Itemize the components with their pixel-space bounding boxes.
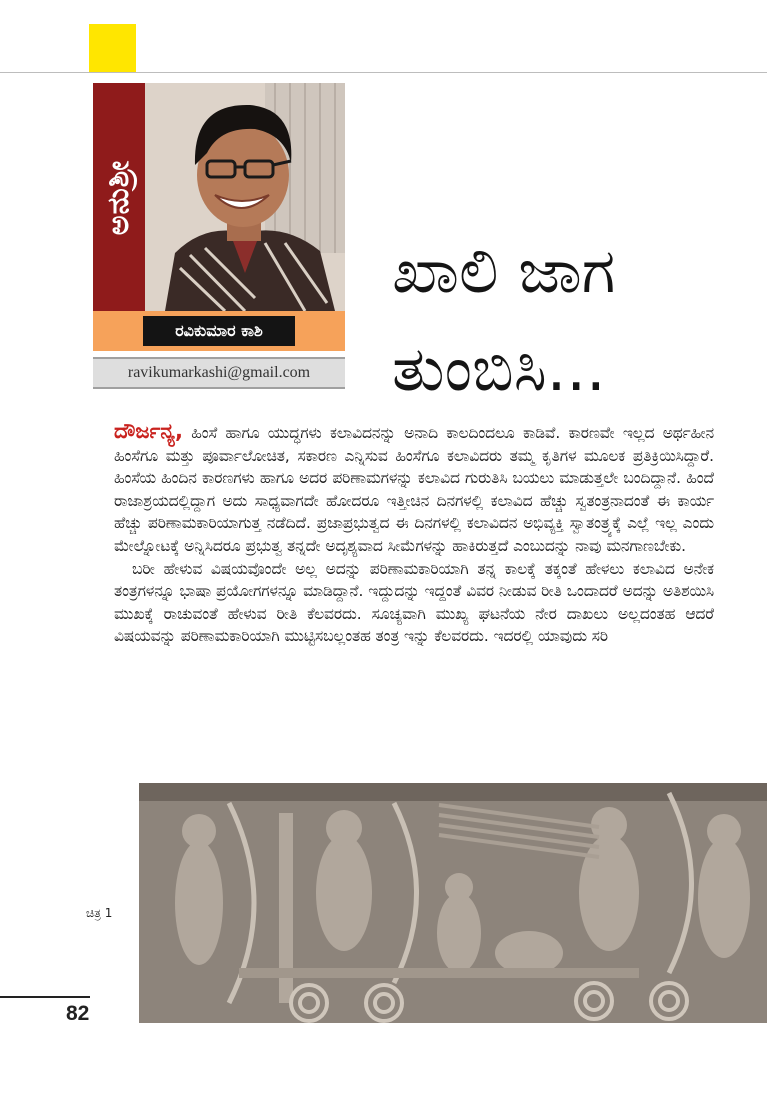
author-email: ravikumarkashi@gmail.com bbox=[93, 357, 345, 389]
paragraph-1-text: ಹಿಂಸೆ ಹಾಗೂ ಯುದ್ಧಗಳು ಕಲಾವಿದನನ್ನು ಅನಾದಿ ಕಾಲದಿಂದಲೂ ಕಾಡಿವೆ. ಕಾರಣವೇ ಇಲ್ಲದ ಅರ್ಥಹೀನ ಹಿಂಸೆಗೂ ಮತ್ತು ಪೂರ್ವಾಲೋಚಿತ, ಸಕಾರಣ ಎನ್ನಿಸುವ ಹಿಂಸೆಗೂ ಕಲಾವಿದರು ತಮ್ಮ ಕೃತಿಗಳ ಮೂಲಕ ಪ್ರತಿಕ್ರಿಯಿಸಿದ್ದಾರೆ. ಹಿಂಸೆಯ ಹಿಂದಿನ ಕಾರಣಗಳು ಹಾಗೂ ಅದರ ಪರಿಣಾಮಗಳನ್ನು ಕಲಾವಿದ ಗುರುತಿಸಿ ಬಯಲು ಮಾಡುತ್ತಲೇ ಬಂದಿದ್ದಾನೆ. ಹಿಂದೆ ರಾಜಾಶ್ರಯದಲ್ಲಿದ್ದಾಗ ಅದು ಸಾಧ್ಯವಾಗದೇ ಹೋದರೂ ಇತ್ತೀಚಿನ ದಿನಗಳಲ್ಲಿ ಕಲಾವಿದ ಹೆಚ್ಚು ಸ್ವತಂತ್ರನಾದಂತೆ ಈ ಕಾರ್ಯ ಹೆಚ್ಚು ಪರಿಣಾಮಕಾರಿಯಾಗುತ್ತ ನಡೆದಿದೆ. ಪ್ರಜಾಪ್ರಭುತ್ವದ ಈ ದಿನಗಳಲ್ಲಿ ಕಲಾವಿದನ ಅಭಿವ್ಯಕ್ತಿ ಸ್ವಾತಂತ್ರ್ಯಕ್ಕೆ ಎಲ್ಲೆ ಇಲ್ಲ ಎಂದು ಮೇಲ್ನೋಟಕ್ಕೆ ಅನ್ನಿಸಿದರೂ ಪ್ರಭುತ್ವ ತನ್ನದೇ ಅದೃಶ್ಯವಾದ ಸೀಮೆಗಳನ್ನು ಹಾಕಿರುತ್ತದೆ ಎಂಬುದನ್ನು ನಾವು ಮನಗಾಣಬೇಕು. bbox=[114, 424, 714, 555]
article-title bbox=[392, 222, 752, 418]
section-marker bbox=[89, 24, 136, 72]
temple-frieze-relief-icon bbox=[139, 783, 767, 1023]
title-line-1: ಖಾಲಿ ಜಾಗ bbox=[392, 234, 616, 307]
figure-image bbox=[139, 783, 767, 1023]
author-portrait-icon bbox=[145, 83, 345, 311]
author-block bbox=[93, 83, 345, 391]
title-line-2: ತುಂಬಿಸಿ... bbox=[392, 332, 606, 405]
figure-caption: ಚಿತ್ರ 1 bbox=[86, 906, 113, 920]
page-number: 82 bbox=[66, 1002, 90, 1025]
author-name: ರವಿಕುಮಾರ ಕಾಶಿ bbox=[143, 316, 295, 346]
article-body bbox=[114, 420, 714, 648]
footer-rule bbox=[0, 996, 90, 998]
column-band bbox=[93, 83, 145, 311]
author-photo bbox=[145, 83, 345, 311]
paragraph-1 bbox=[114, 420, 714, 558]
paragraph-2: ಬರೀ ಹೇಳುವ ವಿಷಯವೊಂದೇ ಅಲ್ಲ ಅದನ್ನು ಪರಿಣಾಮಕಾರಿಯಾಗಿ ತನ್ನ ಕಾಲಕ್ಕೆ ತಕ್ಕಂತೆ ಹೇಳಲು ಕಲಾವಿದ ಅನೇಕ ತಂತ್ರಗಳನ್ನೂ ಭಾಷಾ ಪ್ರಯೋಗಗಳನ್ನೂ ಮಾಡಿದ್ದಾನೆ. ಇದ್ದುದನ್ನು ಇದ್ದಂತೆ ವಿವರ ನೀಡುವ ರೀತಿ ಒಂದಾದರೆ ಅದನ್ನು ಅತಿಶಯಿಸಿ ಮುಖಕ್ಕೆ ರಾಚುವಂತೆ ಹೇಳುವ ರೀತಿ ಕೆಲವರದು. ಸೂಚ್ಯವಾಗಿ ಮುಖ್ಯ ಘಟನೆಯ ನೇರ ದಾಖಲು ಅಲ್ಲದಂತಹ ಆದರೆ ವಿಷಯವನ್ನು ಪರಿಣಾಮಕಾರಿಯಾಗಿ ಮುಟ್ಟಿಸಬಲ್ಲಂತಹ ತಂತ್ರ ಇನ್ನು ಕೆಲವರದು. ಇದರಲ್ಲಿ ಯಾವುದು ಸರಿ bbox=[114, 559, 714, 646]
column-name: ಅನುಶ್ರೀ bbox=[101, 159, 137, 235]
header-rule bbox=[0, 72, 767, 73]
lead-word: ದೌರ್ಜನ್ಯ, bbox=[114, 419, 183, 443]
author-name-band bbox=[93, 311, 345, 351]
